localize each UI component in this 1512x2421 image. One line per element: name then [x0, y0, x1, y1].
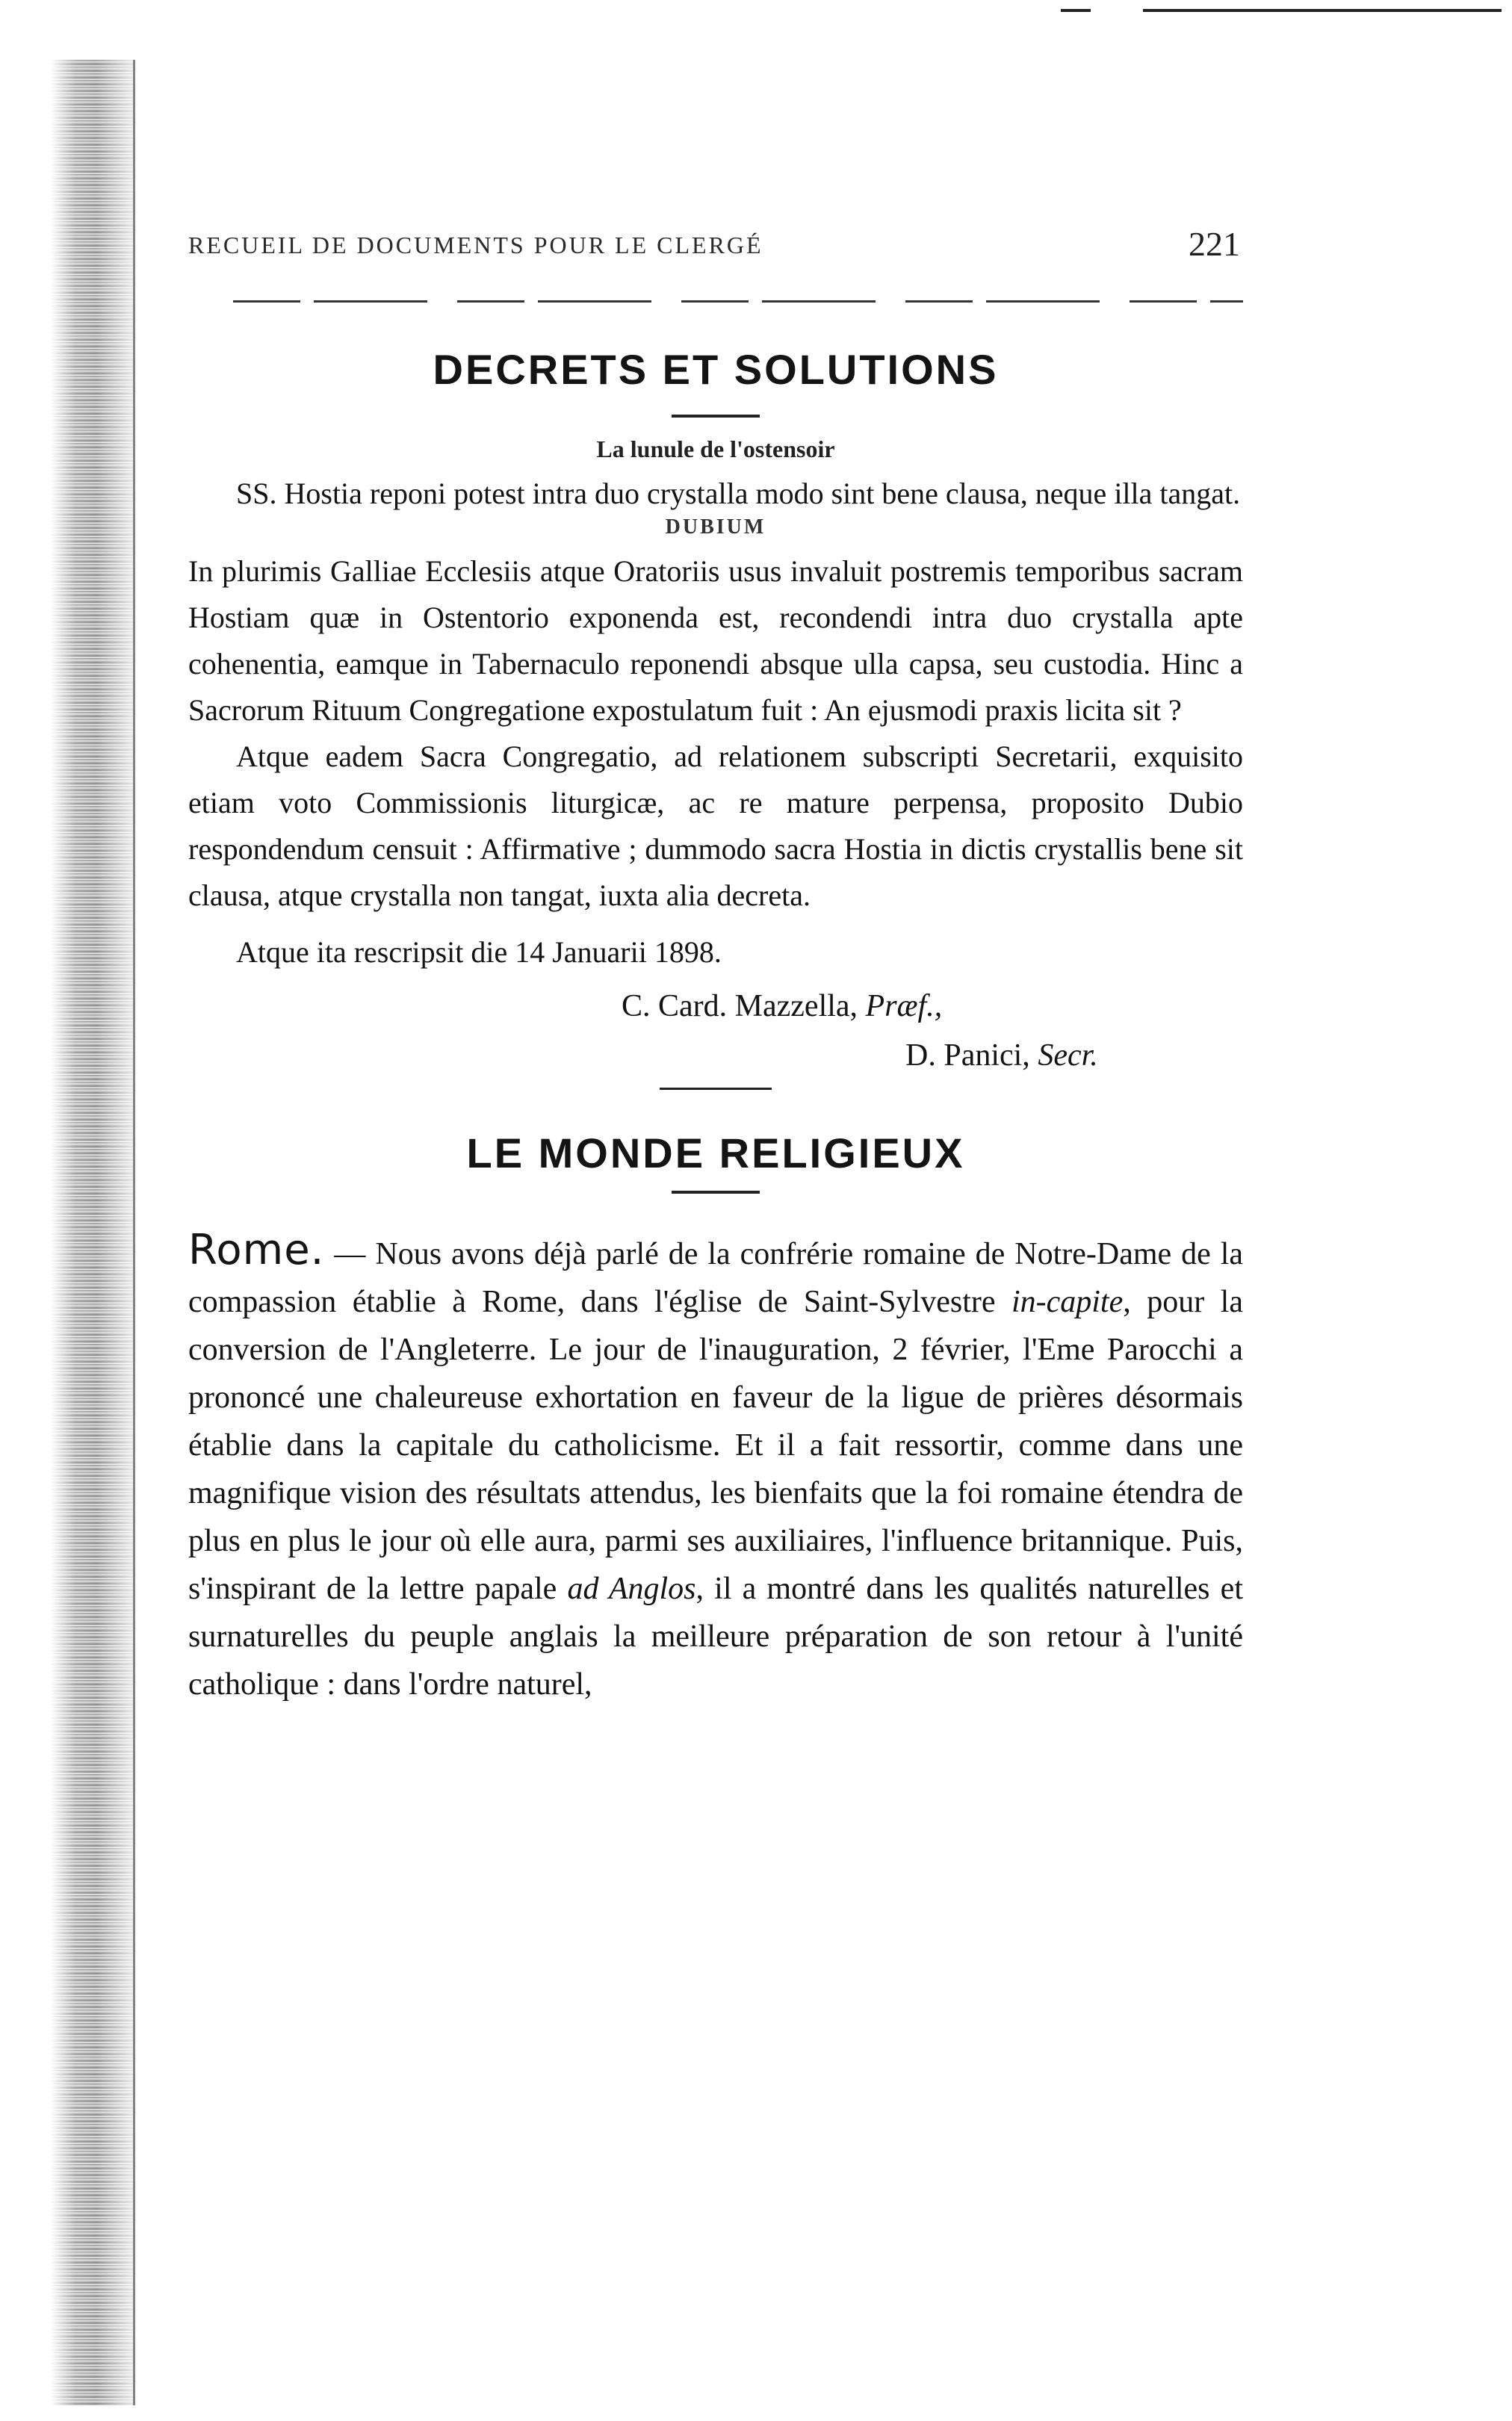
rome-paragraph: [188, 1227, 1243, 1708]
dubium-paragraph: In plurimis Galliae Ecclesiis atque Oratoriis usus invaluit postremis temporibus sacram Hostiam quæ in Ostentorio exponenda est, recondendi intra duo crystalla apte cohenentia, eamque in Tabernaculo reponendi absque ulla capsa, seu custodia. Hinc a Sacrorum Rituum Congregatione expostulatum fuit : An ejusmodi praxis licita sit ?: [188, 554, 1243, 727]
running-header: [188, 217, 1243, 276]
scan-mark: [1061, 9, 1091, 12]
signature-prefect-name: C. Card. Mazzella,: [622, 989, 858, 1023]
signature-secretary: [188, 1031, 1243, 1080]
page-binding-edge: [51, 60, 133, 2405]
decree-summary: SS. Hostia reponi potest intra duo crystalla modo sint bene clausa, neque illa tangat.: [236, 477, 1241, 510]
rome-text-3: , il a montré dans les qualités naturelles et surnaturelles du peuple anglais la meilleure préparation de son retour à l'unité catholique : dans l'ordre naturel,: [188, 1572, 1243, 1702]
running-title: RECUEIL DE DOCUMENTS POUR LE CLERGÉ: [188, 232, 763, 258]
dubium-heading: DUBIUM: [665, 515, 766, 539]
section-title-monde: LE MONDE RELIGIEUX: [466, 1129, 965, 1177]
scan-mark: [1143, 9, 1502, 12]
rome-italic-2: ad Anglos: [567, 1572, 696, 1606]
rome-text-1: — Nous avons déjà parlé de la confrérie romaine de Notre-Dame de la compassion établie à Rome, dans l'église de Saint-Sylvestre: [188, 1237, 1243, 1319]
page-content: [188, 217, 1243, 1708]
signature-secretary-name: D. Panici,: [905, 1038, 1030, 1073]
rescript-line: Atque ita rescripsit die 14 Januarii 1898.: [236, 935, 722, 969]
rome-text-2: , pour la conversion de l'Angleterre. Le jour de l'inauguration, 2 février, l'Eme Parocchi a prononcé une chaleureuse exhortation en faveur de la ligue de prières désormais établie dans la capitale du catholicisme. Et il a fait ressortir, comme dans une magnifique vision des résultats attendus, les bienfaits que la foi romaine étendra de plus en plus le jour où elle aura, parmi ses auxiliaires, l'influence britannique. Puis, s'inspirant de la lettre papale: [188, 1285, 1243, 1606]
lead-word: Rome.: [188, 1226, 325, 1274]
signature-prefect-title: Præf.,: [865, 989, 943, 1023]
header-rule: [233, 300, 1243, 303]
page-number: 221: [1189, 225, 1240, 263]
section-title-decrets: DECRETS ET SOLUTIONS: [433, 346, 999, 393]
article-subtitle: La lunule de l'ostensoir: [596, 435, 835, 462]
response-paragraph: Atque eadem Sacra Congregatio, ad relationem subscripti Secretarii, exquisito etiam voto Commissionis liturgicæ, ac re mature perpensa, proposito Dubio respondendum censuit : Affirmative ; dummodo sacra Hostia in dictis crystallis bene sit clausa, atque crystalla non tangat, iuxta alia decreta.: [188, 740, 1243, 912]
page-edge-line: [133, 60, 135, 2405]
rome-italic-1: in-capite: [1011, 1285, 1124, 1319]
decree-body: [188, 463, 1243, 976]
signature-prefect: [188, 982, 1243, 1031]
signature-secretary-title: Secr.: [1038, 1038, 1098, 1073]
